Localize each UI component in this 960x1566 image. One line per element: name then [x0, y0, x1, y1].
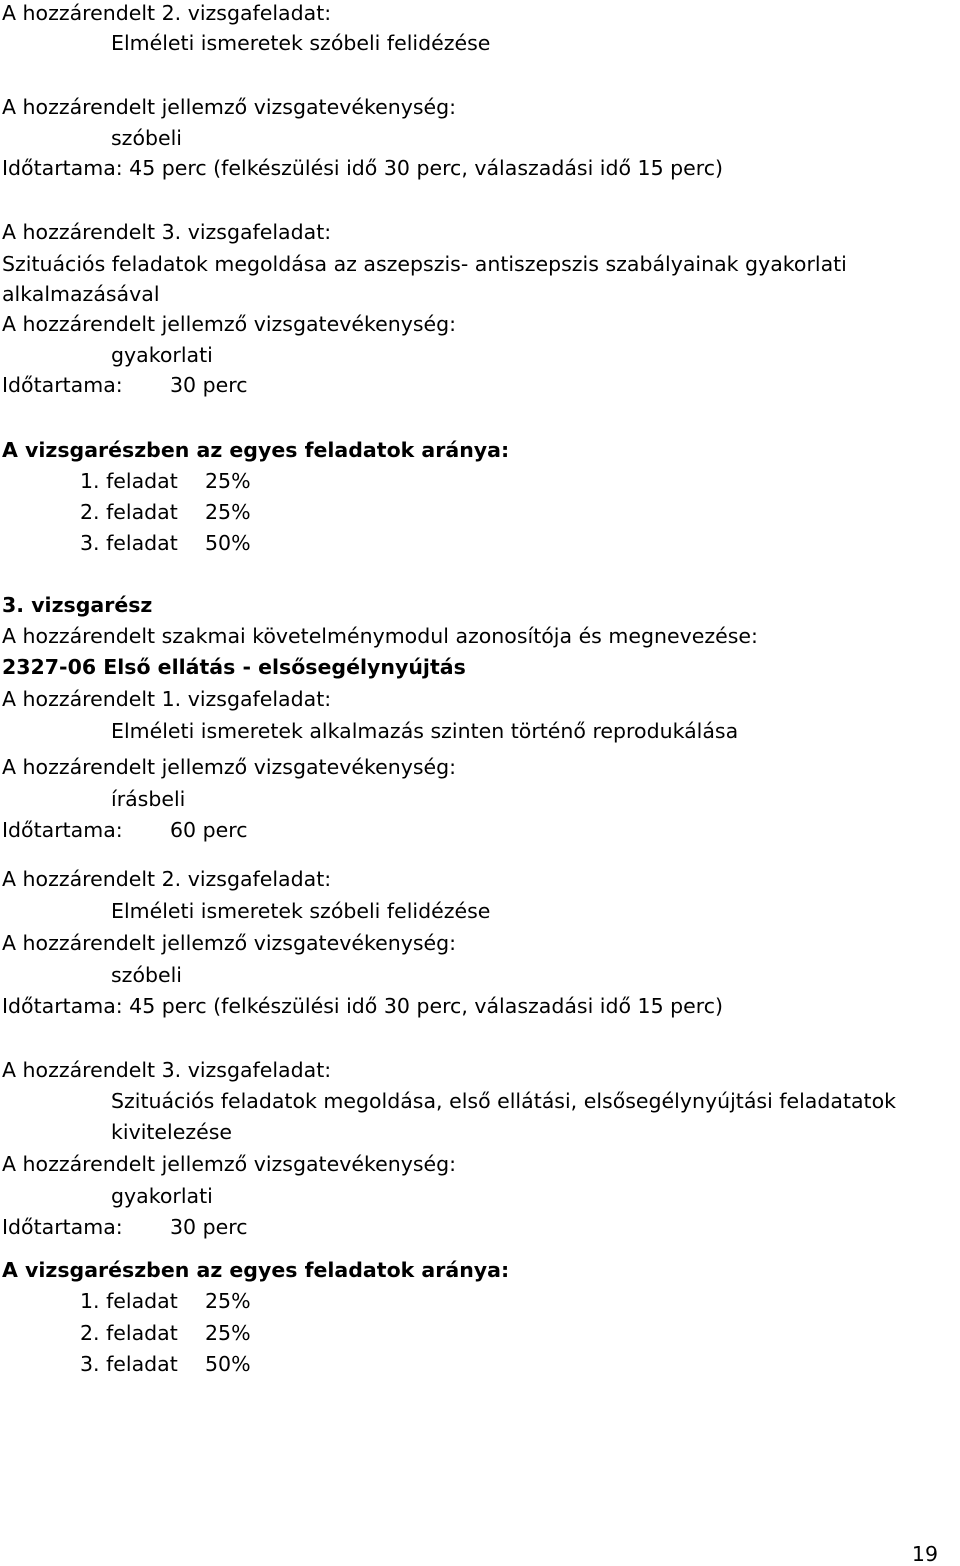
duration-label: Időtartama:: [2, 373, 123, 397]
ratio-value: 50%: [205, 531, 251, 555]
activity-value: gyakorlati: [111, 343, 213, 367]
duration-value: 30 perc: [170, 1215, 248, 1239]
activity-value: szóbeli: [111, 126, 182, 150]
duration-line: Időtartama: 45 perc (felkészülési idő 30 perc, válaszadási idő 15 perc): [2, 994, 724, 1018]
ratio-heading: A vizsgarészben az egyes feladatok aránya:: [2, 438, 510, 462]
duration-label: Időtartama:: [2, 1215, 123, 1239]
activity-label: A hozzárendelt jellemző vizsgatevékenység:: [2, 95, 457, 119]
task-heading: A hozzárendelt 3. vizsgafeladat:: [2, 220, 332, 244]
task-heading: A hozzárendelt 2. vizsgafeladat:: [2, 1, 332, 25]
module-name: 2327-06 Első ellátás - elsősegélynyújtás: [2, 655, 466, 679]
ratio-value: 25%: [205, 1321, 251, 1345]
duration-line: Időtartama: 45 perc (felkészülési idő 30 perc, válaszadási idő 15 perc): [2, 156, 724, 180]
duration-value: 30 perc: [170, 373, 248, 397]
ratio-label: 1. feladat: [80, 469, 178, 493]
ratio-label: 3. feladat: [80, 1352, 178, 1376]
task-title: Elméleti ismeretek alkalmazás szinten történő reprodukálása: [111, 719, 739, 743]
activity-value: szóbeli: [111, 963, 182, 987]
page-number: 19: [911, 1542, 938, 1566]
module-label: A hozzárendelt szakmai követelménymodul azonosítója és megnevezése:: [2, 624, 758, 648]
ratio-label: 1. feladat: [80, 1289, 178, 1313]
activity-value: írásbeli: [111, 787, 186, 811]
ratio-heading: A vizsgarészben az egyes feladatok aránya:: [2, 1258, 510, 1282]
activity-label: A hozzárendelt jellemző vizsgatevékenység:: [2, 931, 457, 955]
activity-label: A hozzárendelt jellemző vizsgatevékenység:: [2, 1152, 457, 1176]
ratio-label: 2. feladat: [80, 500, 178, 524]
ratio-label: 3. feladat: [80, 531, 178, 555]
ratio-value: 25%: [205, 500, 251, 524]
ratio-value: 50%: [205, 1352, 251, 1376]
activity-label: A hozzárendelt jellemző vizsgatevékenység:: [2, 312, 457, 336]
task-heading: A hozzárendelt 3. vizsgafeladat:: [2, 1058, 332, 1082]
task-title-continued: alkalmazásával: [2, 282, 160, 306]
task-title: Szituációs feladatok megoldása, első ellátási, elsősegélynyújtási feladatatok: [111, 1089, 896, 1113]
ratio-label: 2. feladat: [80, 1321, 178, 1345]
duration-value: 60 perc: [170, 818, 248, 842]
task-heading: A hozzárendelt 2. vizsgafeladat:: [2, 867, 332, 891]
ratio-value: 25%: [205, 469, 251, 493]
duration-label: Időtartama:: [2, 818, 123, 842]
task-title: Elméleti ismeretek szóbeli felidézése: [111, 31, 491, 55]
task-title-continued: kivitelezése: [111, 1120, 233, 1144]
task-title: Szituációs feladatok megoldása az aszepszis- antiszepszis szabályainak gyakorlati: [2, 252, 847, 276]
ratio-value: 25%: [205, 1289, 251, 1313]
task-title: Elméleti ismeretek szóbeli felidézése: [111, 899, 491, 923]
section-heading: 3. vizsgarész: [2, 593, 153, 617]
task-heading: A hozzárendelt 1. vizsgafeladat:: [2, 687, 332, 711]
activity-label: A hozzárendelt jellemző vizsgatevékenység:: [2, 755, 457, 779]
activity-value: gyakorlati: [111, 1184, 213, 1208]
